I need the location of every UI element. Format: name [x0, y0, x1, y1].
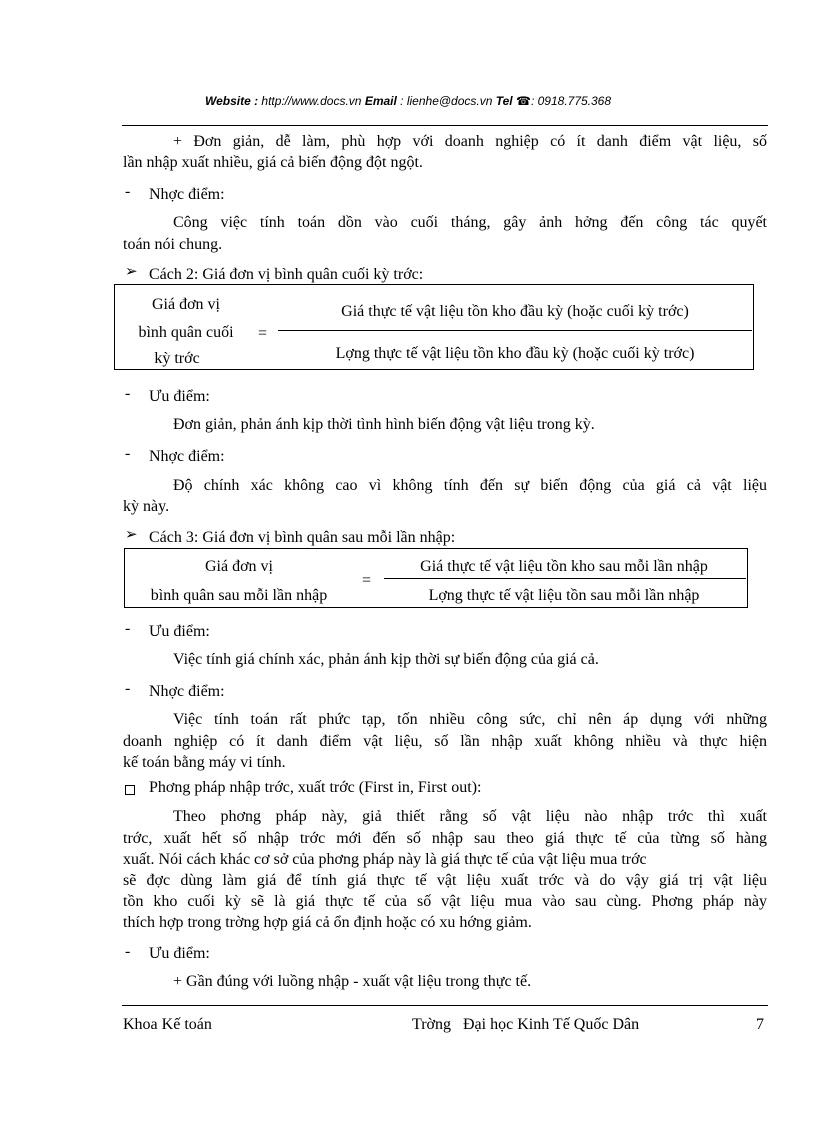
para-6-line-2: doanh nghiệp có ít danh điểm vật liệu, số lần nhập xuất không nhiều và thực hiện [123, 733, 767, 750]
para-7-line-1: Theo phơng pháp này, giả thiết rằng số vật liệu nào nhập trớc thì xuất [173, 808, 767, 825]
para-8: + Gần đúng với luồng nhập - xuất vật liệu trong thực tế. [173, 973, 532, 990]
header-rule [122, 125, 768, 126]
para-7-line-5: tồn kho cuối kỳ sẽ là giá thực tế của số vật liệu mua vào sau cùng. Phơng pháp này [123, 893, 767, 910]
para-4-line-1: Độ chính xác không cao vì không tính đến sự biến động của giá cả vật liệu [173, 477, 767, 494]
para-7-line-4: sẽ đợc dùng làm giá để tính giá thực tế vật liệu xuất trớc và do vậy giá trị vật liệu [123, 872, 767, 889]
formula-2-fraction-line [278, 330, 752, 331]
arrow-bullet-icon: ➢ [125, 264, 138, 280]
formula-3-left-line-1: Giá đơn vị [204, 558, 273, 575]
page-number: 7 [756, 1016, 764, 1033]
footer-left: Khoa Kế toán [123, 1016, 212, 1033]
arrow-bullet-icon: ➢ [125, 527, 138, 543]
bullet-dash-icon: - [125, 445, 131, 462]
website-label: Website : [204, 94, 259, 108]
section-uu-diem-4: Ưu điểm: [149, 945, 210, 962]
formula-2-equals: = [258, 325, 268, 342]
formula-2-denominator: Lợng thực tế vật liệu tồn kho đầu kỳ (hoặc cuối kỳ trớc) [335, 345, 695, 362]
bullet-dash-icon: - [125, 680, 131, 697]
tel-number: : 0918.775.368 [530, 94, 612, 108]
formula-3-numerator: Giá thực tế vật liệu tồn kho sau mỗi lần nhập [420, 558, 708, 575]
para-4-line-2: kỳ này. [123, 498, 170, 515]
para-6-line-3: kế toán bằng máy vi tính. [123, 754, 286, 771]
para-2-line-1: Công việc tính toán dồn vào cuối tháng, gây ảnh hởng đến công tác quyết [173, 214, 767, 231]
formula-3-fraction-line [384, 578, 746, 579]
bullet-dash-icon: - [125, 620, 131, 637]
formula-2-left-line-3: kỳ trớc [154, 350, 200, 367]
bullet-dash-icon: - [125, 385, 131, 402]
formula-2-left-line-2: bình quân cuối [138, 324, 234, 341]
formula-3-equals: = [362, 572, 372, 589]
section-uu-diem-2: Ưu điểm: [149, 388, 210, 405]
section-nhuoc-diem-2: Nhợc điểm: [149, 448, 225, 465]
bullet-dash-icon: - [125, 183, 131, 200]
email-label: Email [364, 94, 397, 108]
footer-rule [122, 1005, 768, 1006]
heading-cach-2: Cách 2: Giá đơn vị bình quân cuối kỳ trớc: [149, 266, 424, 283]
para-2-line-2: toán nói chung. [123, 236, 223, 253]
section-nhuoc-diem-1: Nhợc điểm: [149, 186, 225, 203]
footer-center: Trờng Đại học Kinh Tế Quốc Dân [412, 1016, 640, 1033]
bullet-dash-icon: - [125, 943, 131, 960]
para-7-line-3: xuất. Nói cách khác cơ sở của phơng pháp này là giá thực tế của vật liệu mua trớc [123, 851, 647, 868]
tel-label: Tel [495, 94, 513, 108]
email-address: : lienhe@docs.vn [400, 94, 493, 108]
para-5: Việc tính giá chính xác, phản ánh kịp thời sự biến động của giá cả. [173, 651, 599, 668]
formula-2-left-line-1: Giá đơn vị [151, 296, 220, 313]
para-1-line-2: lần nhập xuất nhiều, giá cả biến động đột ngột. [123, 154, 423, 171]
phone-icon: ☎ [516, 94, 531, 108]
para-7-line-2: trớc, xuất hết số nhập trớc mới đến số nhập sau theo giá thực tế của từng số hàng [123, 830, 767, 847]
heading-fifo: Phơng pháp nhập trớc, xuất trớc (First in, First out): [149, 779, 482, 796]
formula-2-numerator: Giá thực tế vật liệu tồn kho đầu kỳ (hoặc cuối kỳ trớc) [341, 303, 689, 320]
formula-3-left-line-2: bình quân sau mỗi lần nhập [150, 587, 328, 604]
section-uu-diem-3: Ưu điểm: [149, 623, 210, 640]
section-nhuoc-diem-3: Nhợc điểm: [149, 683, 225, 700]
para-7-line-6: thích hợp trong trờng hợp giá cả ổn định hoặc có xu hớng giảm. [123, 914, 532, 931]
heading-cach-3: Cách 3: Giá đơn vị bình quân sau mỗi lần nhập: [149, 529, 456, 546]
para-1-line-1: + Đơn giản, dễ làm, phù hợp với doanh nghiệp có ít danh điểm vật liệu, số [173, 133, 767, 150]
square-bullet-icon [125, 782, 135, 800]
para-3: Đơn giản, phản ánh kịp thời tình hình biến động vật liệu trong kỳ. [173, 416, 595, 433]
para-6-line-1: Việc tính toán rất phức tạp, tốn nhiều công sức, chỉ nên áp dụng với những [173, 711, 767, 728]
formula-3-denominator: Lợng thực tế vật liệu tồn sau mỗi lần nhập [428, 587, 700, 604]
website-url: http://www.docs.vn [261, 94, 362, 108]
page-header [0, 94, 816, 108]
